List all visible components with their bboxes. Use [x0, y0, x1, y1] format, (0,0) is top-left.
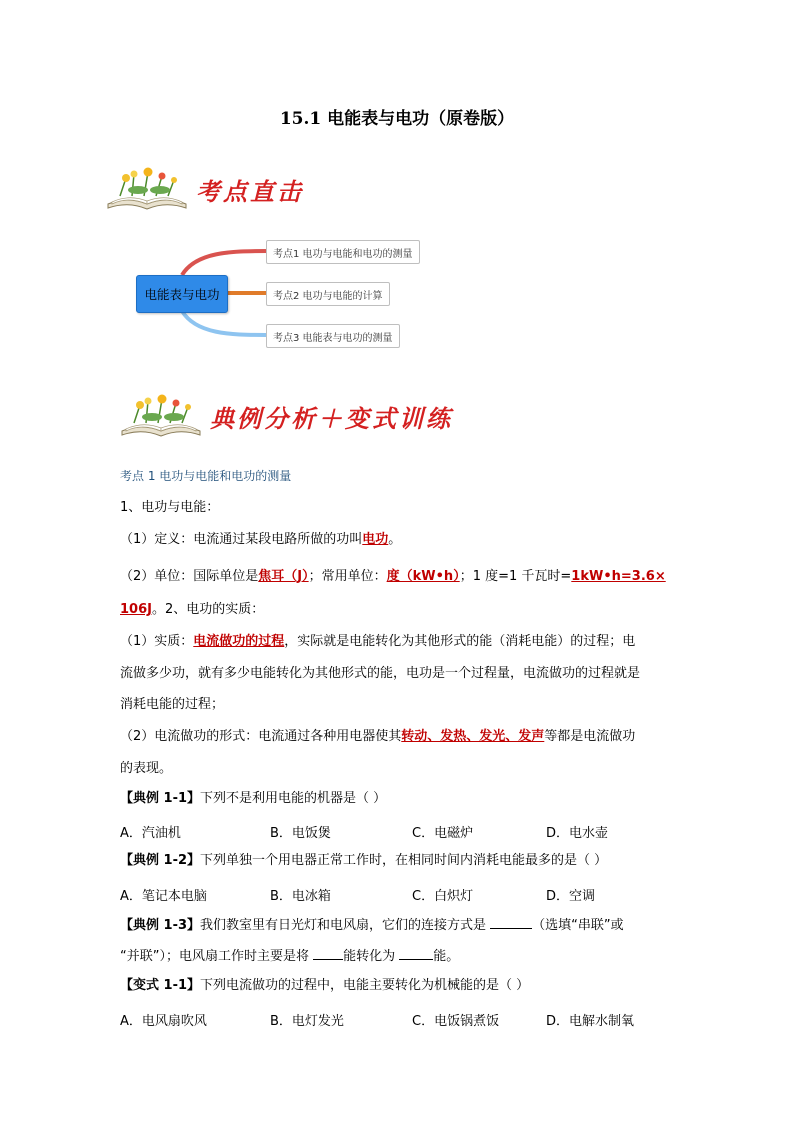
option-b: B．电灯发光 [270, 1014, 344, 1029]
option-c: C．电磁炉 [412, 826, 474, 841]
question-label: 【变式 1-1】 [120, 978, 201, 993]
branch-connector-1 [182, 251, 268, 275]
form-line-1: （2）电流做功的形式：电流通过各种用电器使其转动、发热、发光、发声等都是电流做功 [120, 729, 636, 744]
highlight-term: 电功 [362, 532, 389, 547]
option-d: D．电水壶 [546, 826, 609, 841]
essence-line-1: （1）实质：电流做功的过程，实际就是电能转化为其他形式的能（消耗电能）的过程；电 [120, 634, 636, 649]
question-label: 【典例 1-3】 [120, 918, 201, 933]
banner-examples [118, 393, 453, 439]
highlight-term: 度（kW•h） [386, 569, 460, 584]
option-d: D．电解水制氧 [546, 1014, 635, 1029]
unit-line-1: （2）单位：国际单位是焦耳（J）；常用单位：度（kW•h）；1 度=1 千瓦时=1kW•h=3.6× [120, 569, 666, 584]
option-b: B．电冰箱 [270, 889, 331, 904]
option-d: D．空调 [546, 889, 596, 904]
banner-key-points [104, 166, 304, 212]
option-c: C．电饭锅煮饭 [412, 1014, 500, 1029]
question-1-options [120, 822, 676, 841]
heading-energy: 1、电功与电能： [120, 500, 220, 515]
highlight-term: 电流做功的过程 [193, 634, 285, 649]
option-c: C．白炽灯 [412, 889, 474, 904]
highlight-term: 106J [120, 602, 152, 617]
highlight-term: 1kW•h=3.6× [571, 569, 666, 584]
mindmap-center-node: 电能表与电功 [136, 275, 228, 313]
question-2: 【典例 1-2】下列单独一个用电器正常工作时，在相同时间内消耗电能最多的是（ ） [120, 853, 608, 868]
fill-blank[interactable] [490, 916, 532, 929]
open-book-flowers-icon [104, 166, 190, 212]
open-book-flowers-icon [118, 393, 204, 439]
form-line-2: 的表现。 [120, 761, 173, 776]
question-label: 【典例 1-1】 [120, 791, 201, 806]
essence-line-2: 流做多少功，就有多少电能转化为其他形式的能，电功是一个过程量，电流做功的过程就是 [120, 666, 641, 681]
option-a: A．汽油机 [120, 826, 181, 841]
fill-blank[interactable] [399, 947, 433, 960]
fill-blank[interactable] [313, 947, 343, 960]
question-3-line-2: “并联”）；电风扇工作时主要是将 能转化为 能。 [120, 949, 460, 964]
question-label: 【典例 1-2】 [120, 853, 201, 868]
question-1: 【典例 1-1】下列不是利用电能的机器是（ ） [120, 791, 387, 806]
banner-title: 考点直击 [196, 176, 304, 206]
option-b: B．电饭煲 [270, 826, 331, 841]
banner-title: 典例分析＋变式训练 [210, 403, 453, 433]
mindmap-node-1: 考点1 电功与电能和电功的测量 [266, 240, 420, 264]
option-a: A．笔记本电脑 [120, 889, 207, 904]
unit-line-2: 106J。2、电功的实质： [120, 602, 265, 617]
highlight-term: 焦耳（J） [258, 569, 309, 584]
branch-connector-3 [182, 311, 266, 335]
essence-line-3: 消耗电能的过程； [120, 697, 225, 712]
question-3: 【典例 1-3】我们教室里有日光灯和电风扇，它们的连接方式是 （选填“串联”或 [120, 918, 624, 933]
definition-line: （1）定义：电流通过某段电路所做的功叫电功。 [120, 532, 402, 547]
highlight-term: 转动、发热、发光、发声 [401, 729, 545, 744]
page-title: 15.1 电能表与电功（原卷版） [279, 109, 515, 129]
option-a: A．电风扇吹风 [120, 1014, 207, 1029]
question-2-options [120, 885, 676, 904]
mindmap-node-2: 考点2 电功与电能的计算 [266, 282, 390, 306]
kaodian-title: 考点 1 电功与电能和电功的测量 [120, 469, 292, 483]
mindmap-node-3: 考点3 电能表与电功的测量 [266, 324, 400, 348]
question-4: 【变式 1-1】下列电流做功的过程中，电能主要转化为机械能的是（ ） [120, 978, 530, 993]
question-4-options [120, 1010, 676, 1029]
